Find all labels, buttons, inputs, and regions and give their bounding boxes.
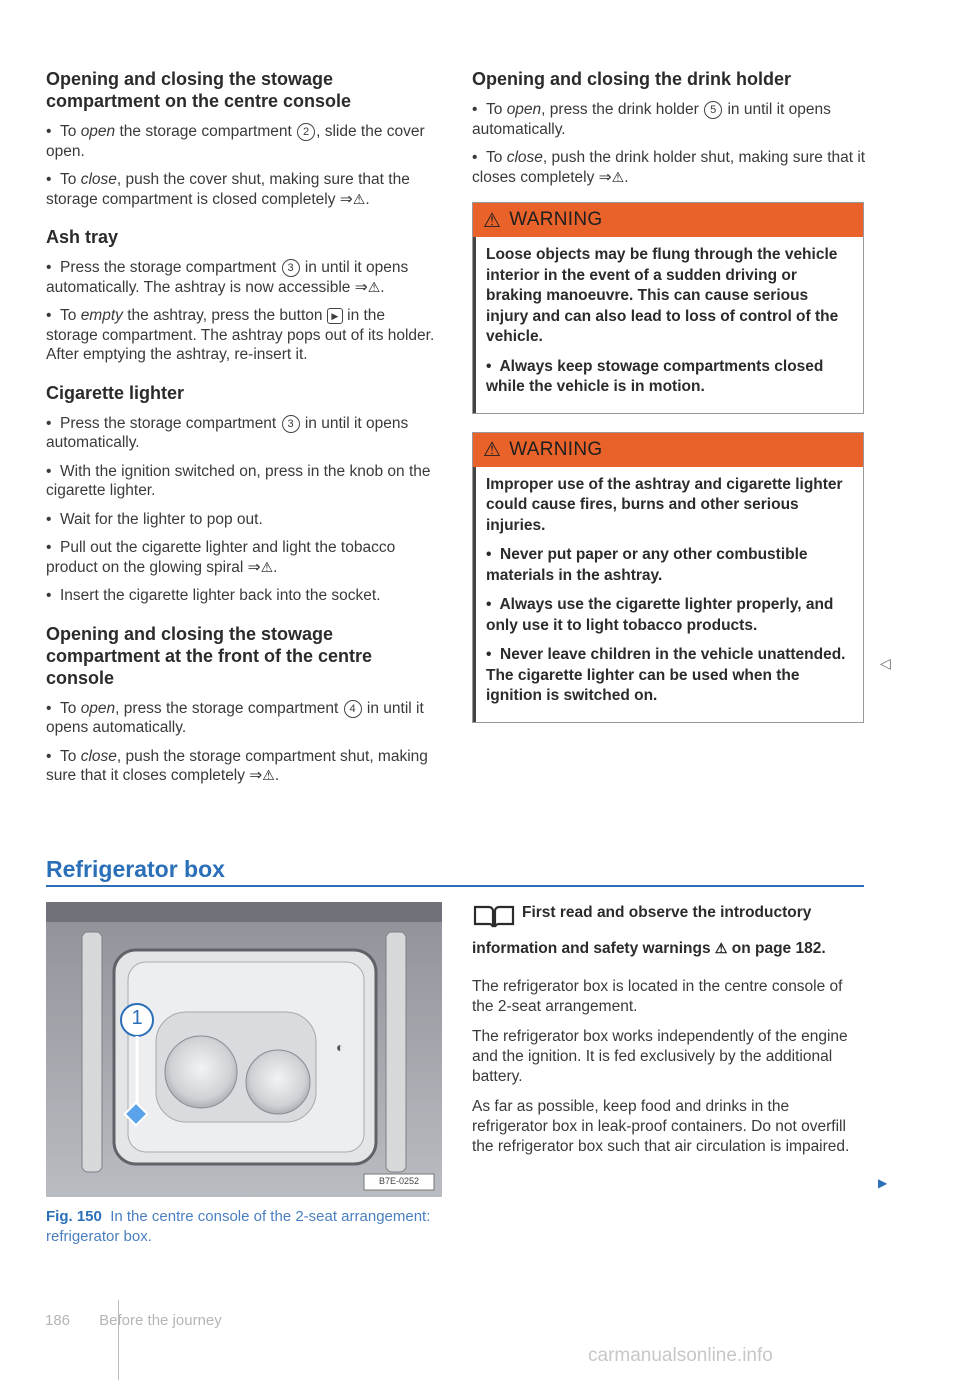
bullet: • To open, press the drink holder 5 in until it opens automatically. bbox=[472, 101, 831, 138]
warning-triangle-icon: ⚠ bbox=[483, 209, 502, 232]
warning-body: Improper use of the ashtray and cigarette lighter could cause fires, burns and other serious injuries. • Never put paper or any other combustible materials in the ashtray. • Always use the cigarette lighter properly, and only use it to light tobacco products. • Never leave children in the vehicle unattended. The cigarette lighter can be used when the ignition is switched on. bbox=[473, 467, 863, 722]
heading-stowage-centre: Opening and closing the stowage compartment on the centre console bbox=[46, 69, 352, 111]
continue-arrow-icon: ▶ bbox=[878, 1176, 888, 1190]
heading-cigarette-lighter: Cigarette lighter bbox=[46, 382, 185, 403]
end-marker-icon: ◁ bbox=[880, 655, 891, 671]
book-icon bbox=[472, 903, 522, 938]
intro-heading: First read and observe the introductory information and safety warnings ⚠ on page 182. bbox=[472, 904, 826, 957]
page-number: 186 bbox=[45, 1312, 71, 1329]
refrigerator-figure bbox=[46, 902, 442, 1197]
section-title: Refrigerator box bbox=[46, 856, 225, 882]
warning-triangle-icon: ⚠ bbox=[260, 558, 274, 575]
warning-box-stowage bbox=[472, 202, 864, 414]
bullet: • Wait for the lighter to pop out. bbox=[46, 510, 263, 528]
warning-triangle-icon: ⚠ bbox=[483, 439, 502, 461]
refrigerator-illustration bbox=[46, 902, 442, 1197]
warning-triangle-icon: ⚠ bbox=[367, 278, 381, 295]
bullet: • With the ignition switched on, press in the knob on the cigarette lighter. bbox=[46, 462, 431, 499]
callout-ref: 3 bbox=[282, 259, 300, 277]
warning-triangle-icon: ⚠ bbox=[262, 767, 275, 783]
warning-triangle-icon: ⚠ bbox=[352, 190, 366, 207]
warning-header: ⚠ WARNING bbox=[473, 433, 863, 467]
warning-triangle-icon: ⚠ bbox=[714, 939, 728, 956]
page-footer bbox=[45, 1312, 222, 1329]
warning-box-ashtray bbox=[472, 432, 864, 723]
figure-caption: Fig. 150 In the centre console of the 2-seat arrangement: refrigerator box. bbox=[46, 1208, 431, 1245]
intro-info-block: First read and observe the introductory information and safety warnings ⚠ on page 182. The refrigerator box is located in the centre console of the 2-seat arrangement. The refrigerator box works independently of the engine and the ignition. It is fed exclusively by the additional battery. As far as possible, keep food and drinks in the refrigerator box in leak-proof containers. Do not overfill the refrigerator box such that air circulation is impaired. bbox=[472, 903, 867, 1167]
bullet: • Press the storage compartment 3 in until it opens automatically. The ashtray is now accessible ⇒⚠. bbox=[46, 259, 409, 296]
warning-header: ⚠ WARNING bbox=[473, 203, 863, 237]
eject-button-icon: ▶ bbox=[327, 308, 343, 324]
heading-drink-holder: Opening and closing the drink holder bbox=[472, 69, 792, 89]
heading-stowage-front: Opening and closing the stowage compartment at the front of the centre console bbox=[46, 623, 373, 688]
warning-triangle-icon: ⚠ bbox=[611, 168, 625, 185]
bullet: • To close, push the storage compartment shut, making sure that it closes completely ⇒⚠. bbox=[46, 747, 428, 784]
right-column bbox=[472, 68, 867, 741]
callout-ref: 4 bbox=[344, 700, 362, 718]
bullet: • Press the storage compartment 3 in until it opens automatically. bbox=[46, 414, 409, 451]
callout-ref: 3 bbox=[282, 415, 300, 433]
bullet: • To open the storage compartment 2 , slide the cover open. bbox=[46, 123, 425, 160]
warning-body: Loose objects may be flung through the vehicle interior in the event of a sudden driving or braking manoeuvre. This can cause serious injury and can also lead to loss of control of the vehicle. • Always keep stowage compartments closed while the vehicle is in motion. bbox=[473, 237, 863, 413]
bullet: • To empty the ashtray, press the button ▶ in the storage compartment. The ashtray pops out of its holder. After emptying the ashtray, re-insert it. bbox=[46, 307, 435, 363]
section-divider bbox=[46, 885, 864, 887]
watermark: carmanualsonline.info bbox=[588, 1345, 773, 1366]
left-column bbox=[46, 68, 441, 795]
bullet: • To close, push the cover shut, making sure that the storage compartment is closed completely ⇒⚠. bbox=[46, 171, 410, 208]
bullet: • Insert the cigarette lighter back into the socket. bbox=[46, 587, 381, 604]
svg-text:◐: ◐ bbox=[336, 1039, 345, 1055]
callout-ref: 2 bbox=[297, 123, 315, 141]
heading-ash-tray: Ash tray bbox=[46, 227, 119, 247]
chapter-name: Before the journey bbox=[99, 1312, 222, 1329]
figure-code: B7E-0252 bbox=[378, 1176, 420, 1186]
bullet: • To close, push the drink holder shut, making sure that it closes completely ⇒⚠. bbox=[472, 149, 866, 186]
callout-ref: 5 bbox=[704, 101, 722, 119]
figure-callout-number: 1 bbox=[131, 1007, 143, 1029]
bullet: • To open, press the storage compartment 4 in until it opens automatically. bbox=[46, 699, 424, 736]
bullet: • Pull out the cigarette lighter and light the tobacco product on the glowing spiral ⇒⚠. bbox=[46, 539, 396, 576]
